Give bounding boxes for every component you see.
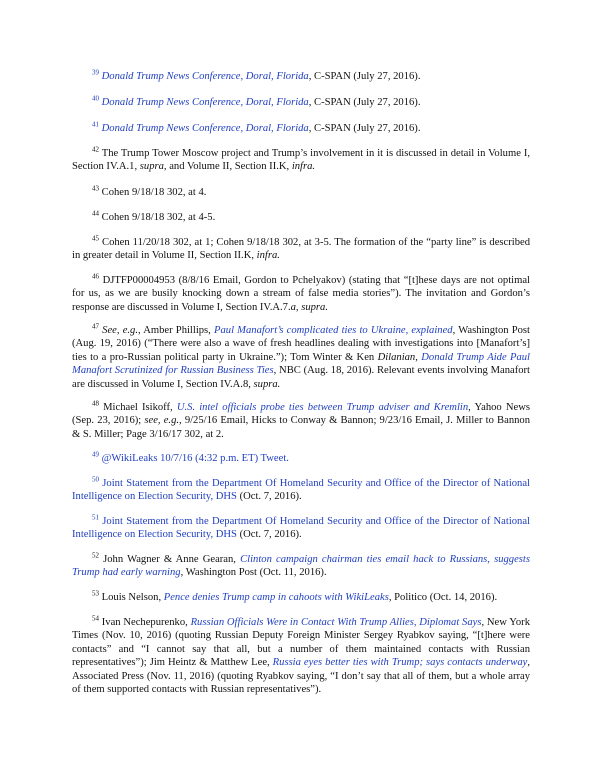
footnote-45: $^{45}$ Cohen 11/20/18 302, at 1; Cohen 9/18/18 302, at 3-5. The formation of the “party line” is described in greater detail in Volume II, Section II.K, infra.	[72, 234, 530, 262]
footnote-49	[72, 452, 530, 465]
tweet-link[interactable]: @WikiLeaks 10/7/16 (4:32 p.m. ET) Tweet.	[101, 453, 289, 464]
footnote-40: $^{40}$ Donald Trump News Conference, Doral, Florida, C-SPAN (July 27, 2016).	[92, 94, 421, 108]
footnote-number: 49	[92, 450, 99, 459]
footnote-number: 46	[92, 272, 99, 281]
footnote-number: 54	[92, 614, 99, 623]
source-link[interactable]: Donald Trump News Conference, Doral, Florida	[101, 71, 309, 82]
footnote-54: $^{54}$ Ivan Nechepurenko, Russian Officials Were in Contact With Trump Allies, Diplomat Says, New York Times (Nov. 10, 2016) (quoting Russian Deputy Foreign Minister Sergey Ryabkov saying, “[t]here were contacts” and “I cannot say that all, but a number of them maintained contacts with Russian representatives”); Jim Heintz & Matthew Lee, Russia eyes better ties with Trump; says contacts underway, Associated Press (Nov. 11, 2016) (quoting Ryabkov saying, “I don’t say that all of them, but a whole array of them supported contacts with Russian representatives”).	[72, 614, 531, 696]
source-link[interactable]: Pence denies Trump camp in cahoots with WikiLeaks	[163, 592, 389, 603]
footnote-39: $^{39}$ Donald Trump News Conference, Doral, Florida, C-SPAN (July 27, 2016).	[92, 68, 421, 82]
footnote-44: $^{44}$ Cohen 9/18/18 302, at 4-5.	[92, 209, 216, 223]
footnote-52: $^{52}$ John Wagner & Anne Gearan, Clinton campaign chairman ties email hack to Russians, suggests Trump had early warning, Washington Post (Oct. 11, 2016).	[72, 551, 530, 579]
footnote-number: 44	[92, 209, 99, 218]
footnote-number: 40	[92, 94, 99, 103]
footnote-43: $^{43}$ Cohen 9/18/18 302, at 4.	[92, 184, 207, 198]
footnote-number: 50	[92, 475, 99, 484]
footnote-number: 53	[92, 589, 99, 598]
source-link[interactable]: Donald Trump News Conference, Doral, Florida	[101, 123, 309, 134]
footnote-53: $^{53}$ Louis Nelson, Pence denies Trump camp in cahoots with WikiLeaks, Politico (Oct. 14, 2016).	[92, 589, 498, 603]
source-link[interactable]: Donald Trump Aide Paul Manafort Scrutinized for Russian Business Ties	[72, 351, 531, 377]
footnote-number: 39	[92, 68, 99, 77]
footnote-51: $^{51}$ Joint Statement from the Department Of Homeland Security and Office of the Director of National Intelligence on Election Security, DHS (Oct. 7, 2016).	[72, 513, 530, 541]
source-link[interactable]: Clinton campaign chairman ties email hack to Russians, suggests Trump had early warning	[72, 554, 530, 579]
footnote-50: $^{50}$ Joint Statement from the Department Of Homeland Security and Office of the Director of National Intelligence on Election Security, DHS (Oct. 7, 2016).	[72, 475, 530, 503]
footnote-48: $^{48}$ Michael Isikoff, U.S. intel officials probe ties between Trump adviser and Kremlin, Yahoo News (Sep. 23, 2016); see, e.g., 9/25/16 Email, Hicks to Conway & Bannon; 9/23/16 Email, J. Miller to Bannon & S. Miller; Page 3/16/17 302, at 2.	[72, 399, 531, 440]
footnote-number: 48	[92, 399, 99, 408]
footnote-41: $^{41}$ Donald Trump News Conference, Doral, Florida, C-SPAN (July 27, 2016).	[92, 120, 421, 134]
footnote-42: $^{42}$ The Trump Tower Moscow project and Trump’s involvement in it is discussed in detail in Volume I, Section IV.A.1, supra, and Volume II, Section II.K, infra.	[72, 145, 530, 173]
footnote-number: 51	[92, 513, 99, 522]
footnote-number: 43	[92, 184, 99, 193]
source-link[interactable]: Russian Officials Were in Contact With Trump Allies, Diplomat Says	[190, 617, 482, 628]
footnote-46: $^{46}$ DJTFP00004953 (8/8/16 Email, Gordon to Pchelyakov) (stating that “[t]hese days are not optimal for us, as we are busily knocking down a stream of false media stories”). The invitation and Gordon’s response are discussed in Volume I, Section IV.A.7.a, supra.	[72, 272, 530, 313]
footnote-47: $^{47}$ See, e.g., Amber Phillips, Paul Manafort’s complicated ties to Ukraine, explained, Washington Post (Aug. 19, 2016) (“There were also a wave of fresh headlines dealing with investigations into [Manafort’s] ties to a pro-Russian political party in Ukraine.”); Tom Winter & Ken Dilanian, Donald Trump Aide Paul Manafort Scrutinized for Russian Business Ties, NBC (Aug. 18, 2016). Relevant events involving Manafort are discussed in Volume I, Section IV.A.8, supra.	[72, 322, 531, 390]
footnote-number: 45	[92, 234, 99, 243]
footnote-number: 42	[92, 145, 99, 154]
source-link[interactable]: Russia eyes better ties with Trump; says contacts underway	[272, 657, 528, 669]
source-link[interactable]: Joint Statement from the Department Of Homeland Security and Office of the Director of National Intelligence on Election Security, DHS	[72, 478, 530, 503]
footnote-number: 41	[92, 120, 99, 129]
footnote-number: 52	[92, 551, 99, 560]
source-link[interactable]: Donald Trump News Conference, Doral, Florida	[101, 97, 309, 108]
source-link[interactable]: Joint Statement from the Department Of Homeland Security and Office of the Director of National Intelligence on Election Security, DHS	[72, 516, 530, 541]
footnote-number: 47	[92, 322, 99, 331]
source-link[interactable]: U.S. intel officials probe ties between Trump adviser and Kremlin	[176, 402, 469, 413]
source-link[interactable]: Paul Manafort’s complicated ties to Ukraine, explained	[214, 325, 453, 336]
